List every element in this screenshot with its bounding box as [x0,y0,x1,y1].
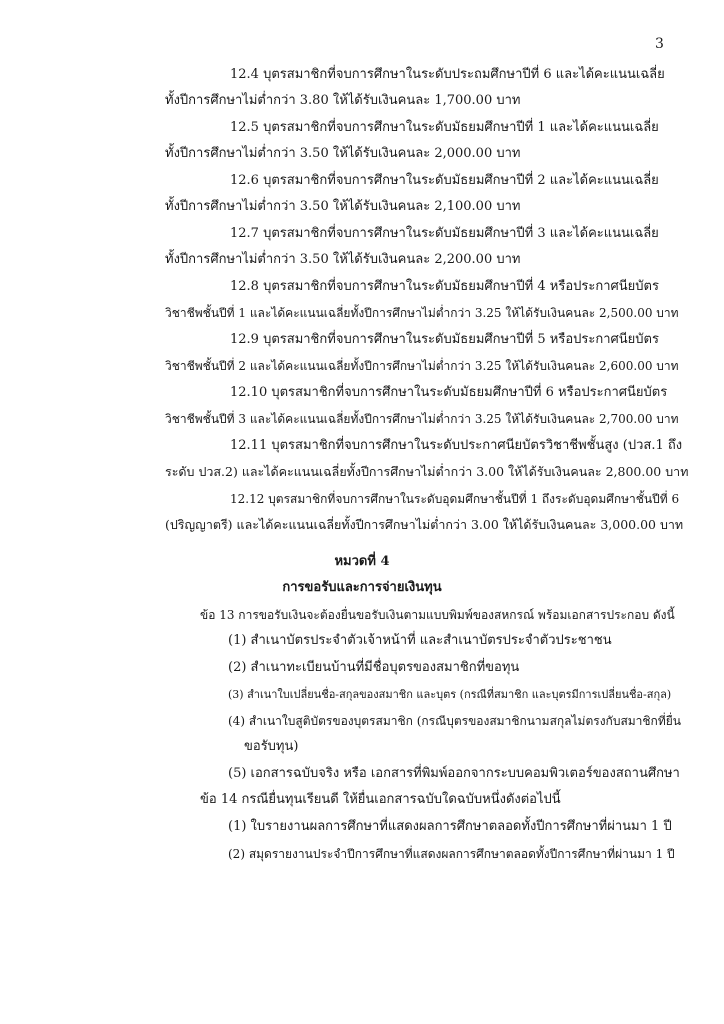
item-12-6-line-1: 12.6 บุตรสมาชิกที่จบการศึกษาในระดับมัธยมศึกษาปีที่ 2 และได้คะแนนเฉลี่ย [230,173,659,188]
clause-13-item-5: (5) เอกสารฉบับจริง หรือ เอกสารที่พิมพ์ออกจากระบบคอมพิวเตอร์ของสถานศึกษา [228,766,680,781]
item-12-5-line-2: ทั้งปีการศึกษาไม่ต่ำกว่า 3.50 ให้ได้รับเงินคนละ 2,000.00 บาท [165,146,521,161]
clause-13-item-4: (4) สำเนาใบสูติบัตรของบุตรสมาชิก (กรณีบุตรของสมาชิกนามสกุลไม่ตรงกับสมาชิกที่ยื่น [228,714,681,728]
item-12-12-line-2: (ปริญญาตรี) และได้คะแนนเฉลี่ยทั้งปีการศึกษาไม่ต่ำกว่า 3.00 ให้ได้รับเงินคนละ 3,000.00 บาท [165,517,684,532]
item-12-4-line-2: ทั้งปีการศึกษาไม่ต่ำกว่า 3.80 ให้ได้รับเงินคนละ 1,700.00 บาท [165,93,521,108]
item-12-4-line-1: 12.4 บุตรสมาชิกที่จบการศึกษาในระดับประถมศึกษาปีที่ 6 และได้คะแนนเฉลี่ย [230,67,665,82]
clause-13-item-4-cont: ขอรับทุน) [244,739,299,754]
section-title: หมวดที่ 4 [334,554,390,569]
item-12-5-line-1: 12.5 บุตรสมาชิกที่จบการศึกษาในระดับมัธยมศึกษาปีที่ 1 และได้คะแนนเฉลี่ย [230,120,659,135]
item-12-8-line-1: 12.8 บุตรสมาชิกที่จบการศึกษาในระดับมัธยมศึกษาปีที่ 4 หรือประกาศนียบัตร [230,279,659,294]
item-12-10-line-1: 12.10 บุตรสมาชิกที่จบการศึกษาในระดับมัธยมศึกษาปีที่ 6 หรือประกาศนียบัตร [230,385,668,400]
clause-13-item-2: (2) สำเนาทะเบียนบ้านที่มีชื่อบุตรของสมาชิกที่ขอทุน [228,660,520,675]
item-12-11-line-2: ระดับ ปวส.2) และได้คะแนนเฉลี่ยทั้งปีการศึกษาไม่ต่ำกว่า 3.00 ให้ได้รับเงินคนละ 2,800.00 บาท [165,464,689,479]
page-number: 3 [655,36,664,52]
item-12-6-line-2: ทั้งปีการศึกษาไม่ต่ำกว่า 3.50 ให้ได้รับเงินคนละ 2,100.00 บาท [165,199,521,214]
clause-14-item-2: (2) สมุดรายงานประจำปีการศึกษาที่แสดงผลการศึกษาตลอดทั้งปีการศึกษาที่ผ่านมา 1 ปี [228,847,675,861]
clause-13-intro: ข้อ 13 การขอรับเงินจะต้องยื่นขอรับเงินตามแบบพิมพ์ของสหกรณ์ พร้อมเอกสารประกอบ ดังนี้ [200,608,675,622]
section-subtitle: การขอรับและการจ่ายเงินทุน [282,580,442,595]
item-12-7-line-2: ทั้งปีการศึกษาไม่ต่ำกว่า 3.50 ให้ได้รับเงินคนละ 2,200.00 บาท [165,252,521,267]
item-12-10-line-2: วิชาชีพชั้นปีที่ 3 และได้คะแนนเฉลี่ยทั้งปีการศึกษาไม่ต่ำกว่า 3.25 ให้ได้รับเงินคนละ 2,700.00 บาท [165,412,679,426]
clause-13-item-1: (1) สำเนาบัตรประจำตัวเจ้าหน้าที่ และสำเนาบัตรประจำตัวประชาชน [228,633,612,648]
item-12-9-line-1: 12.9 บุตรสมาชิกที่จบการศึกษาในระดับมัธยมศึกษาปีที่ 5 หรือประกาศนียบัตร [230,332,659,347]
clause-14-intro: ข้อ 14 กรณียื่นทุนเรียนดี ให้ยื่นเอกสารฉบับใดฉบับหนึ่งดังต่อไปนี้ [200,792,561,807]
clause-13-item-3: (3) สำเนาใบเปลี่ยนชื่อ-สกุลของสมาชิก และบุตร (กรณีที่สมาชิก และบุตรมีการเปลี่ยนชื่อ-สกุล) [228,688,672,701]
item-12-11-line-1: 12.11 บุตรสมาชิกที่จบการศึกษาในระดับประกาศนียบัตรวิชาชีพชั้นสูง (ปวส.1 ถึง [230,438,683,453]
item-12-7-line-1: 12.7 บุตรสมาชิกที่จบการศึกษาในระดับมัธยมศึกษาปีที่ 3 และได้คะแนนเฉลี่ย [230,226,659,241]
item-12-12-line-1: 12.12 บุตรสมาชิกที่จบการศึกษาในระดับอุดมศึกษาชั้นปีที่ 1 ถึงระดับอุดมศึกษาชั้นปีที่ 6 [230,492,680,506]
item-12-9-line-2: วิชาชีพชั้นปีที่ 2 และได้คะแนนเฉลี่ยทั้งปีการศึกษาไม่ต่ำกว่า 3.25 ให้ได้รับเงินคนละ 2,600.00 บาท [165,359,679,373]
item-12-8-line-2: วิชาชีพชั้นปีที่ 1 และได้คะแนนเฉลี่ยทั้งปีการศึกษาไม่ต่ำกว่า 3.25 ให้ได้รับเงินคนละ 2,500.00 บาท [165,306,679,320]
clause-14-item-1: (1) ใบรายงานผลการศึกษาที่แสดงผลการศึกษาตลอดทั้งปีการศึกษาที่ผ่านมา 1 ปี [228,819,672,834]
